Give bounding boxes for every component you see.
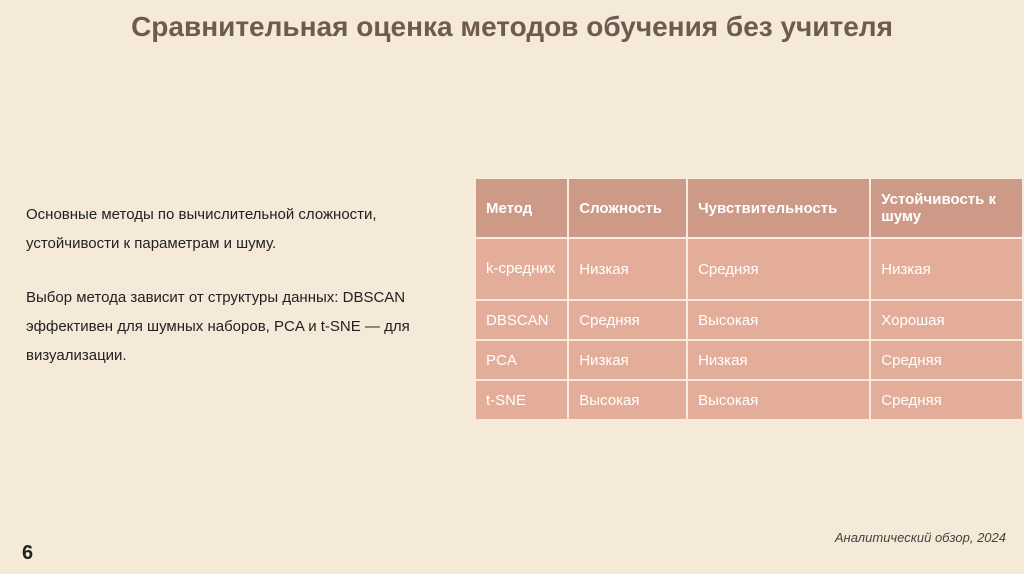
cell-complexity: Средняя <box>568 300 687 340</box>
table-row <box>475 380 1023 420</box>
paragraph-methods: Основные методы по вычислительной сложности, устойчивости к параметрам и шуму. <box>26 206 377 252</box>
table-row <box>475 238 1023 300</box>
table-row <box>475 340 1023 380</box>
comparison-table <box>474 177 1024 421</box>
cell-complexity: Высокая <box>568 380 687 420</box>
header-sensitivity: Чувствительность <box>687 178 870 238</box>
footer-caption: Аналитический обзор, 2024 <box>834 530 1006 545</box>
cell-noise-robustness: Хорошая <box>870 300 1023 340</box>
cell-noise-robustness: Низкая <box>870 238 1023 300</box>
slide-title: Сравнительная оценка методов обучения без учителя <box>131 11 893 42</box>
cell-noise-robustness: Средняя <box>870 340 1023 380</box>
page-number: 6 <box>22 542 34 564</box>
cell-complexity: Низкая <box>568 238 687 300</box>
header-noise-robustness: Устойчивость к шуму <box>870 178 1023 238</box>
cell-complexity: Низкая <box>568 340 687 380</box>
body-text <box>26 200 456 395</box>
cell-noise-robustness: Средняя <box>870 380 1023 420</box>
paragraph-choice: Выбор метода зависит от структуры данных: DBSCAN эффективен для шумных наборов, PCA и t-SNE — для визуализации. <box>26 289 410 364</box>
cell-sensitivity: Высокая <box>687 300 870 340</box>
cell-sensitivity: Низкая <box>687 340 870 380</box>
table-row <box>475 300 1023 340</box>
header-method: Метод <box>475 178 568 238</box>
header-complexity: Сложность <box>568 178 687 238</box>
cell-method: DBSCAN <box>475 300 568 340</box>
cell-sensitivity: Высокая <box>687 380 870 420</box>
cell-method: PCA <box>475 340 568 380</box>
cell-method: k-средних <box>475 238 568 300</box>
cell-sensitivity: Средняя <box>687 238 870 300</box>
cell-method: t-SNE <box>475 380 568 420</box>
table-header-row <box>475 178 1023 238</box>
